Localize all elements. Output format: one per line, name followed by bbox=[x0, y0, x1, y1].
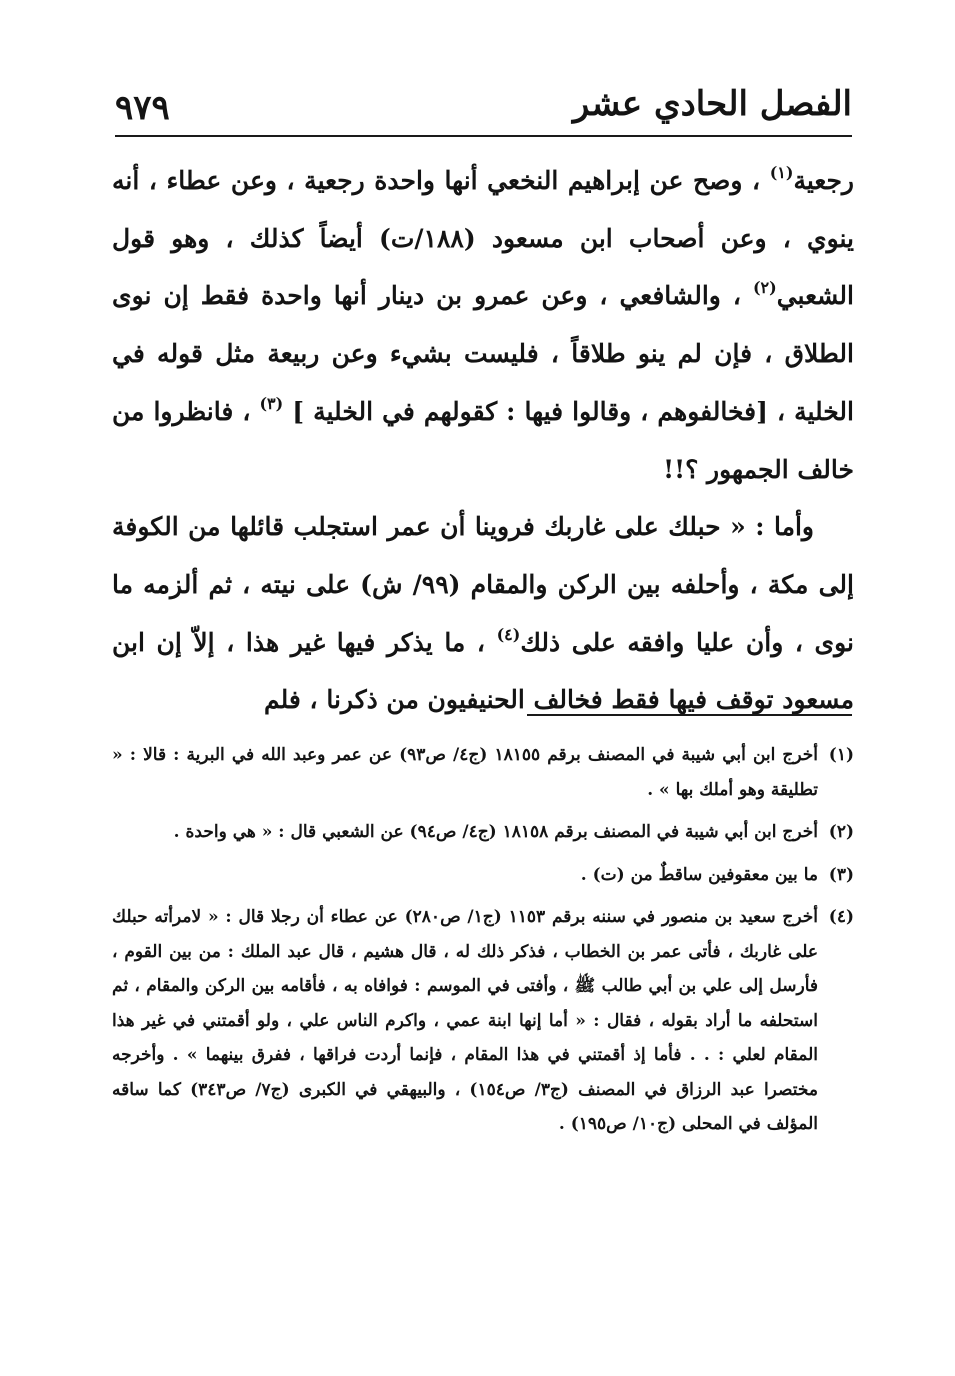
page-number: ٩٧٩ bbox=[115, 88, 170, 128]
footnote-text: أخرج سعيد بن منصور في سننه برقم ١١٥٣ (ج١/ ص٢٨٠) عن عطاء أن رجلا قال : « لامرأته حبلك على غاربك ، فأتى عمر بن الخطاب ، فذكر ذلك له ، قال هشيم ، قال عبد الملك : من بين القوم ، فأرسل إلى علي بن أبي طالب ﷺ ، وأفتى في الموسم : فوافاه به ، فأقامه بين الركن والمقام ، ثم استحلفه ما أراد بقوله ، فقال : « أما إنها ابنة عمي ، واكرم الناس علي ، ولو أقمتني في غير هذا المقام لعلي : . . فأما إذ أقمتني في هذا المقام ، فإنما أردت فراقها ، ففرق بينهما » . وأخرجه مختصرا عبد الرزاق في المصنف (ج٣/ ص١٥٤) ، والبيهقي في الكبرى (ج٧/ ص٣٤٣) كما ساقه المؤلف في المحلى (ج١٠/ ص١٩٥) . bbox=[112, 907, 818, 1134]
footnote-2 bbox=[112, 815, 854, 850]
footnote-text: أخرج ابن أبي شيبة في المصنف برقم ١٨١٥٨ (ج٤/ ص٩٤) عن الشعبي قال : « هي واحدة . bbox=[173, 822, 818, 842]
text-run: ، فانظروا من خالف الجمهور ؟!! bbox=[112, 396, 854, 484]
footnote-ref-1[interactable]: (١) bbox=[769, 163, 794, 182]
footnote-3 bbox=[112, 858, 854, 893]
footnote-number: (٢) bbox=[828, 822, 854, 842]
footnote-number: (٤) bbox=[828, 907, 854, 927]
footnote-number: (٣) bbox=[828, 864, 854, 885]
text-run: ، وصح عن إبراهيم النخعي أنها واحدة رجعية ، وعن عطاء ، أنه ينوي ، وعن أصحاب ابن مسعود (١٨٨/ت) أيضاً كذلك ، وهو قول الشعبي bbox=[112, 166, 854, 311]
text-run: وأما : « حبلك على غاربك فروينا أن عمر استجلب قائلها من الكوفة إلى مكة ، وأحلفه بين الركن والمقام (٩٩/ ش) على نيته ، ثم ألزمه ما نوى ، وأن عليا وافقه على ذلك bbox=[112, 512, 854, 657]
text-run: ، والشافعي ، وعن عمرو بن دينار أنها واحدة فقط إن نوى الطلاق ، فإن لم ينو طلاقاً ، فليست بشيء وعن ربيعة مثل قوله في الخلية ، [فخالفوهم ، وقالوا فيها : كقولهم في الخلية ] bbox=[112, 281, 854, 426]
footnote-text: أخرج ابن أبي شيبة في المصنف برقم ١٨١٥٥ (ج٤/ ص٩٣) عن عمر وعبد الله في البرية : قالا : « تطليقة وهو أملك بها » . bbox=[112, 745, 819, 800]
text-run: رجعية bbox=[793, 166, 854, 195]
footnote-ref-3[interactable]: (٣) bbox=[259, 393, 284, 413]
footnote-number: (١) bbox=[828, 745, 854, 765]
paragraph-1 bbox=[112, 152, 854, 498]
footnote-separator bbox=[527, 714, 852, 716]
paragraph-2 bbox=[112, 498, 854, 729]
footnote-ref-4[interactable]: (٤) bbox=[496, 624, 521, 644]
footnote-1 bbox=[112, 738, 854, 807]
footnotes bbox=[112, 738, 854, 1150]
text-run: ، ما يذكر فيها غير هذا ، إلاّ إن ابن مسعود توقف فيها فقط فخالف الحنيفيون من ذكرنا ، فلم bbox=[112, 627, 854, 715]
page-header bbox=[115, 78, 852, 136]
footnote-ref-2[interactable]: (٢) bbox=[752, 278, 777, 298]
header-rule bbox=[115, 135, 852, 137]
footnote-4 bbox=[112, 900, 854, 1142]
main-text bbox=[112, 152, 854, 729]
chapter-title: الفصل الحادي عشر bbox=[572, 84, 852, 124]
footnote-text: ما بين معقوفين ساقطٌ من (ت) . bbox=[580, 864, 818, 885]
